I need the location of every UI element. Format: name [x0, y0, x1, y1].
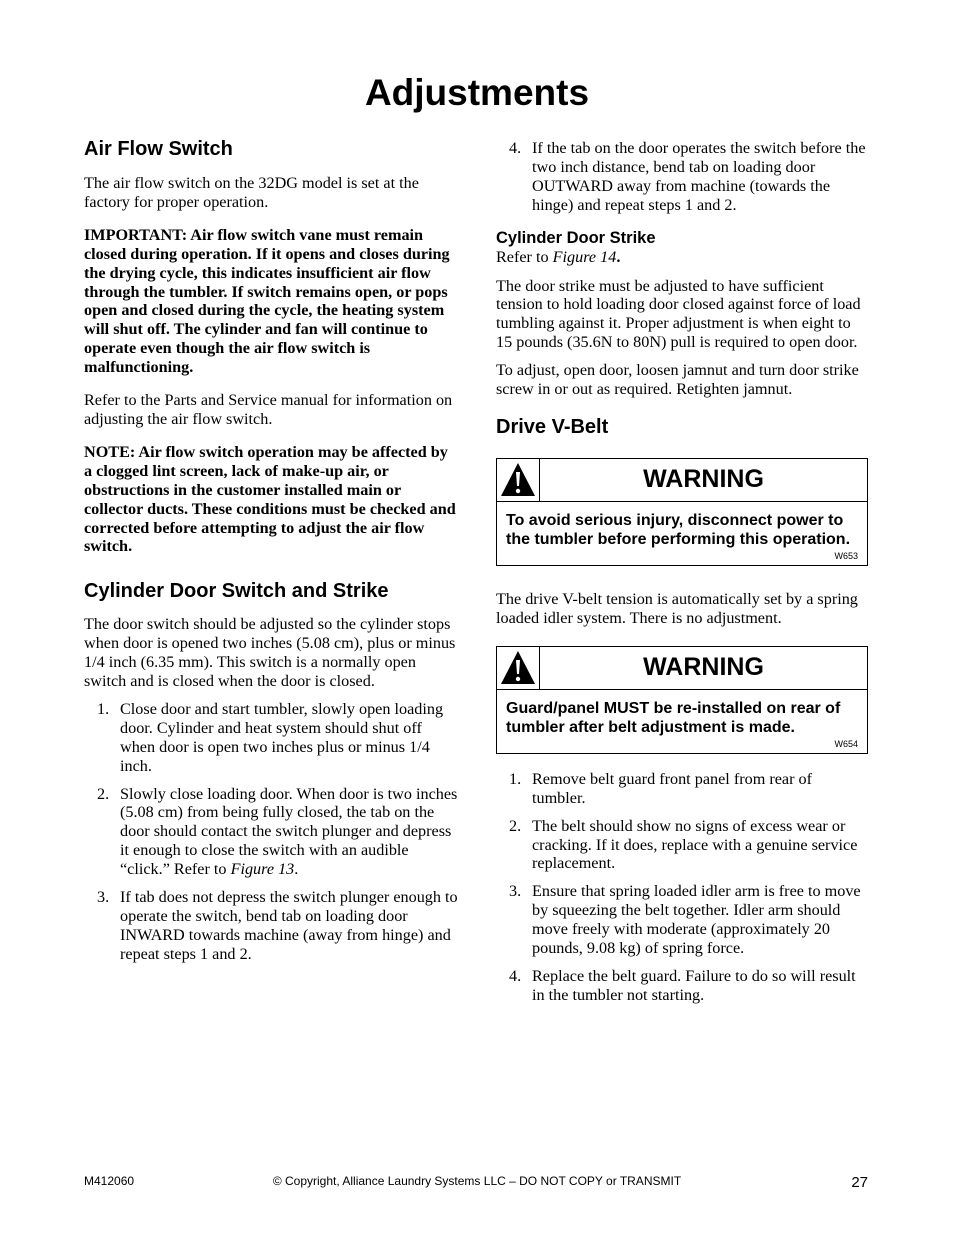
- list-item: [496, 817, 868, 874]
- list-item-text: If tab does not depress the switch plunger enough to operate the switch, bend tab on loading door INWARD towards machine (away from hinge) and repeat steps 1 and 2.: [120, 888, 458, 963]
- section-heading-cylinder-door-switch: Cylinder Door Switch and Strike: [84, 580, 389, 603]
- warning-box: [496, 646, 868, 754]
- list-item-text: Ensure that spring loaded idler arm is free to move by squeezing the belt together. Idler arm should move freely with moderate (approximately 20 pounds, 9.08 kg) of spring force.: [532, 882, 861, 958]
- door-steps-list: [84, 700, 459, 964]
- warning-code: W653: [834, 550, 858, 561]
- list-item-number: 2.: [97, 784, 110, 803]
- list-item-text: Close door and start tumbler, slowly open loading door. Cylinder and heat system should shut off when door is open two inches plus or minus 1/4 inch.: [120, 699, 444, 775]
- list-item: [496, 139, 868, 215]
- warning-body: [497, 502, 867, 565]
- paragraph: Refer to the Parts and Service manual for information on adjusting the air flow switch.: [84, 391, 453, 428]
- section-heading-air-flow-switch: Air Flow Switch: [84, 138, 233, 160]
- warning-triangle-icon: [497, 647, 540, 689]
- warning-text: Guard/panel MUST be re-installed on rear of tumbler after belt adjustment is made.: [506, 699, 841, 736]
- footer-copyright: © Copyright, Alliance Laundry Systems LLC – DO NOT COPY or TRANSMIT: [272, 1174, 682, 1188]
- list-item: [496, 770, 868, 808]
- list-item-text: Slowly close loading door. When door is two inches (5.08 cm) from being fully closed, the tab on the door should contact the switch plunger and depress it enough to close the switch with an audible “click.” Refer to: [120, 784, 458, 879]
- list-item-text: The belt should show no signs of excess wear or cracking. If it does, replace with a genuine service replacement.: [532, 816, 858, 873]
- page-number: 27: [851, 1174, 868, 1191]
- warning-triangle-icon: [497, 459, 540, 501]
- refer-end: .: [616, 247, 621, 266]
- paragraph: To adjust, open door, loosen jamnut and turn door strike screw in or out as required. Retighten jamnut.: [496, 361, 859, 399]
- figure-reference: Figure 14: [552, 247, 617, 266]
- list-item-number: 1.: [97, 699, 110, 718]
- figure-reference-paragraph: [496, 248, 868, 267]
- list-item-text: Remove belt guard front panel from rear of tumbler.: [532, 769, 813, 807]
- refer-prefix: Refer to: [496, 247, 553, 266]
- list-item: [84, 700, 459, 776]
- list-item-number: 3.: [509, 882, 522, 901]
- list-item-number: 4.: [509, 139, 522, 157]
- warning-box: [496, 458, 868, 566]
- list-item-number: 2.: [509, 816, 522, 835]
- warning-header: [497, 647, 867, 690]
- list-item: [84, 888, 459, 964]
- paragraph: The drive V-belt tension is automatically set by a spring loaded idler system. There is no adjustment.: [496, 589, 858, 627]
- important-notice: IMPORTANT: Air flow switch vane must remain closed during operation. If it opens and closes during the drying cycle, this indicates insufficient air flow through the tumbler. If switch remains open, or pops open and closed during the cycle, the heating system will shut off. The cylinder and fan will continue to operate even though the air flow switch is malfunctioning.: [84, 225, 450, 377]
- door-steps-continued-list: [496, 139, 868, 215]
- warning-header: [497, 459, 867, 502]
- figure-reference: Figure 13: [230, 860, 295, 879]
- paragraph: The door strike must be adjusted to have sufficient tension to hold loading door closed against force of load tumbling against it. Proper adjustment is when eight to 15 pounds (35.6N to 80N) pull is required to open door.: [496, 276, 861, 352]
- footer-doc-number: M412060: [84, 1174, 135, 1188]
- list-item: [496, 882, 868, 958]
- warning-text: To avoid serious injury, disconnect power to the tumbler before performing this operation.: [506, 511, 851, 548]
- section-heading-drive-v-belt: Drive V-Belt: [496, 415, 609, 438]
- warning-title: WARNING: [643, 465, 764, 494]
- warning-code: W654: [834, 738, 858, 749]
- right-column: [496, 139, 868, 1014]
- list-item: [496, 967, 868, 1005]
- list-item-text-end: .: [294, 860, 299, 879]
- list-item-number: 3.: [97, 888, 110, 907]
- warning-body: [497, 690, 867, 753]
- list-item: [84, 785, 459, 880]
- page-title: Adjustments: [364, 72, 590, 113]
- list-item-number: 1.: [509, 769, 522, 788]
- left-column: [84, 136, 459, 973]
- list-item-text: If the tab on the door operates the switch before the two inch distance, bend tab on loading door OUTWARD away from machine (towards the hinge) and repeat steps 1 and 2.: [532, 139, 866, 214]
- paragraph: The door switch should be adjusted so the cylinder stops when door is opened two inches (5.08 cm), plus or minus 1/4 inch (6.35 mm). This switch is a normally open switch and is closed when the door is closed.: [84, 615, 456, 691]
- subsection-heading-cylinder-door-strike: Cylinder Door Strike: [496, 228, 656, 247]
- paragraph: The air flow switch on the 32DG model is set at the factory for proper operation.: [84, 174, 419, 211]
- list-item-number: 4.: [509, 966, 522, 985]
- belt-steps-list: [496, 770, 868, 1005]
- list-item-text: Replace the belt guard. Failure to do so will result in the tumbler not starting.: [532, 966, 856, 1004]
- warning-title: WARNING: [643, 653, 764, 682]
- note-notice: NOTE: Air flow switch operation may be affected by a clogged lint screen, lack of make-up air, or obstructions in the customer installed main or collector ducts. These conditions must be checked and corrected before attempting to adjust the air flow switch.: [84, 442, 456, 556]
